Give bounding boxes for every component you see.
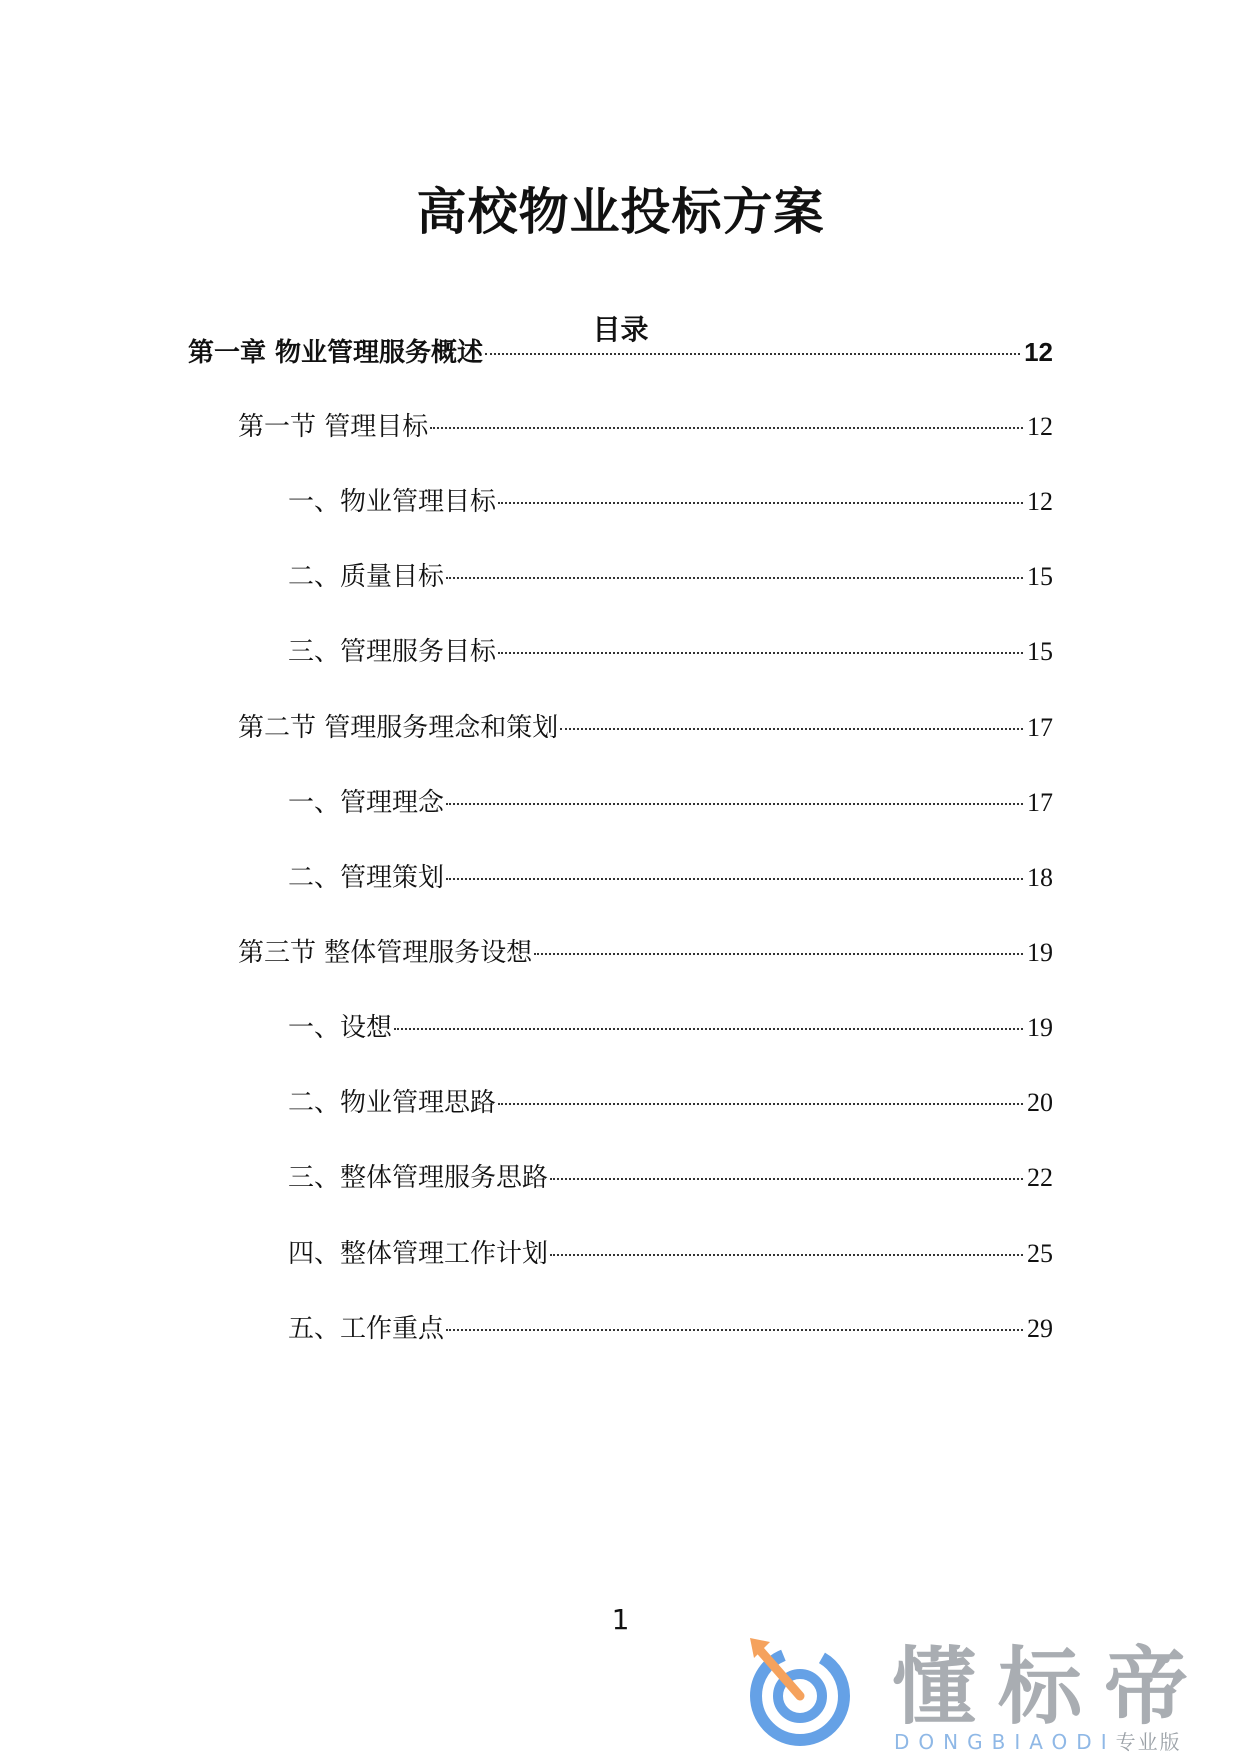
toc-entry-label: 第二节 管理服务理念和策划 (238, 713, 559, 743)
toc-leader-dots (498, 652, 1023, 654)
toc-entry-label: 四、整体管理工作计划 (288, 1239, 549, 1269)
toc-entry[interactable] (288, 632, 1053, 672)
toc-leader-dots (446, 577, 1023, 579)
toc-entry-page: 20 (1027, 1088, 1053, 1117)
toc-entry[interactable] (288, 1158, 1053, 1198)
toc-leader-dots (498, 502, 1023, 504)
toc-entry-page: 12 (1027, 487, 1053, 516)
toc-entry[interactable] (188, 332, 1053, 372)
toc-entry-page: 29 (1027, 1314, 1053, 1343)
toc-entry-label: 一、设想 (288, 1013, 393, 1043)
toc-entry-label: 三、管理服务目标 (288, 637, 497, 667)
toc-entry-label: 二、管理策划 (288, 863, 445, 893)
toc-entry[interactable] (288, 858, 1053, 898)
toc-entry-label: 一、物业管理目标 (288, 487, 497, 517)
toc-entry-label: 二、物业管理思路 (288, 1088, 497, 1118)
toc-entry-label: 第一节 管理目标 (238, 412, 429, 442)
toc-leader-dots (446, 1329, 1023, 1331)
toc-entry[interactable] (288, 783, 1053, 823)
page-number: 1 (611, 1603, 630, 1636)
toc-leader-dots (394, 1028, 1023, 1030)
toc-entry-label: 五、工作重点 (288, 1314, 445, 1344)
toc-leader-dots (560, 728, 1023, 730)
toc-entry[interactable] (238, 407, 1053, 447)
toc-leader-dots (446, 803, 1023, 805)
toc-entry[interactable] (288, 557, 1053, 597)
toc-entry[interactable] (288, 1083, 1053, 1123)
toc-leader-dots (498, 1103, 1023, 1105)
toc-leader-dots (550, 1254, 1023, 1256)
watermark-subtitle-cn: 专业版 (1115, 1730, 1182, 1754)
toc-entry[interactable] (238, 708, 1053, 748)
toc-entry[interactable] (288, 482, 1053, 522)
toc-entry[interactable] (288, 1309, 1053, 1349)
toc-leader-dots (534, 953, 1023, 955)
toc-entry-page: 15 (1027, 637, 1053, 666)
toc-leader-dots (430, 427, 1023, 429)
toc-entry-page: 17 (1027, 788, 1053, 817)
toc-entry-page: 12 (1024, 337, 1053, 367)
toc-entry-page: 18 (1027, 863, 1053, 892)
toc-heading: 目录 (592, 313, 649, 346)
toc-entry-label: 第三节 整体管理服务设想 (238, 938, 533, 968)
toc-leader-dots (550, 1178, 1023, 1180)
document-title: 高校物业投标方案 (416, 183, 825, 241)
watermark-subtitle-latin: DONGBIAODI (894, 1730, 1116, 1754)
toc-entry-page: 19 (1027, 938, 1053, 967)
toc-entry[interactable] (288, 1008, 1053, 1048)
watermark (740, 1630, 1220, 1754)
toc-entry-page: 25 (1027, 1239, 1053, 1268)
toc-entry[interactable] (288, 1234, 1053, 1274)
toc-entry-page: 12 (1027, 412, 1053, 441)
toc-leader-dots (446, 878, 1023, 880)
toc-entry[interactable] (238, 933, 1053, 973)
toc-entry-label: 第一章 物业管理服务概述 (188, 338, 484, 368)
toc-entry-page: 15 (1027, 562, 1053, 591)
watermark-subtitle (894, 1730, 1182, 1754)
toc-entry-page: 19 (1027, 1013, 1053, 1042)
toc-entry-page: 17 (1027, 713, 1053, 742)
toc-leader-dots (485, 353, 1020, 355)
toc-entry-page: 22 (1027, 1163, 1053, 1192)
toc-entry-label: 二、质量目标 (288, 562, 445, 592)
target-logo-icon (740, 1630, 858, 1748)
toc-entry-label: 三、整体管理服务思路 (288, 1163, 549, 1193)
toc-entry-label: 一、管理理念 (288, 788, 445, 818)
watermark-brand: 懂标帝 (892, 1638, 1211, 1736)
